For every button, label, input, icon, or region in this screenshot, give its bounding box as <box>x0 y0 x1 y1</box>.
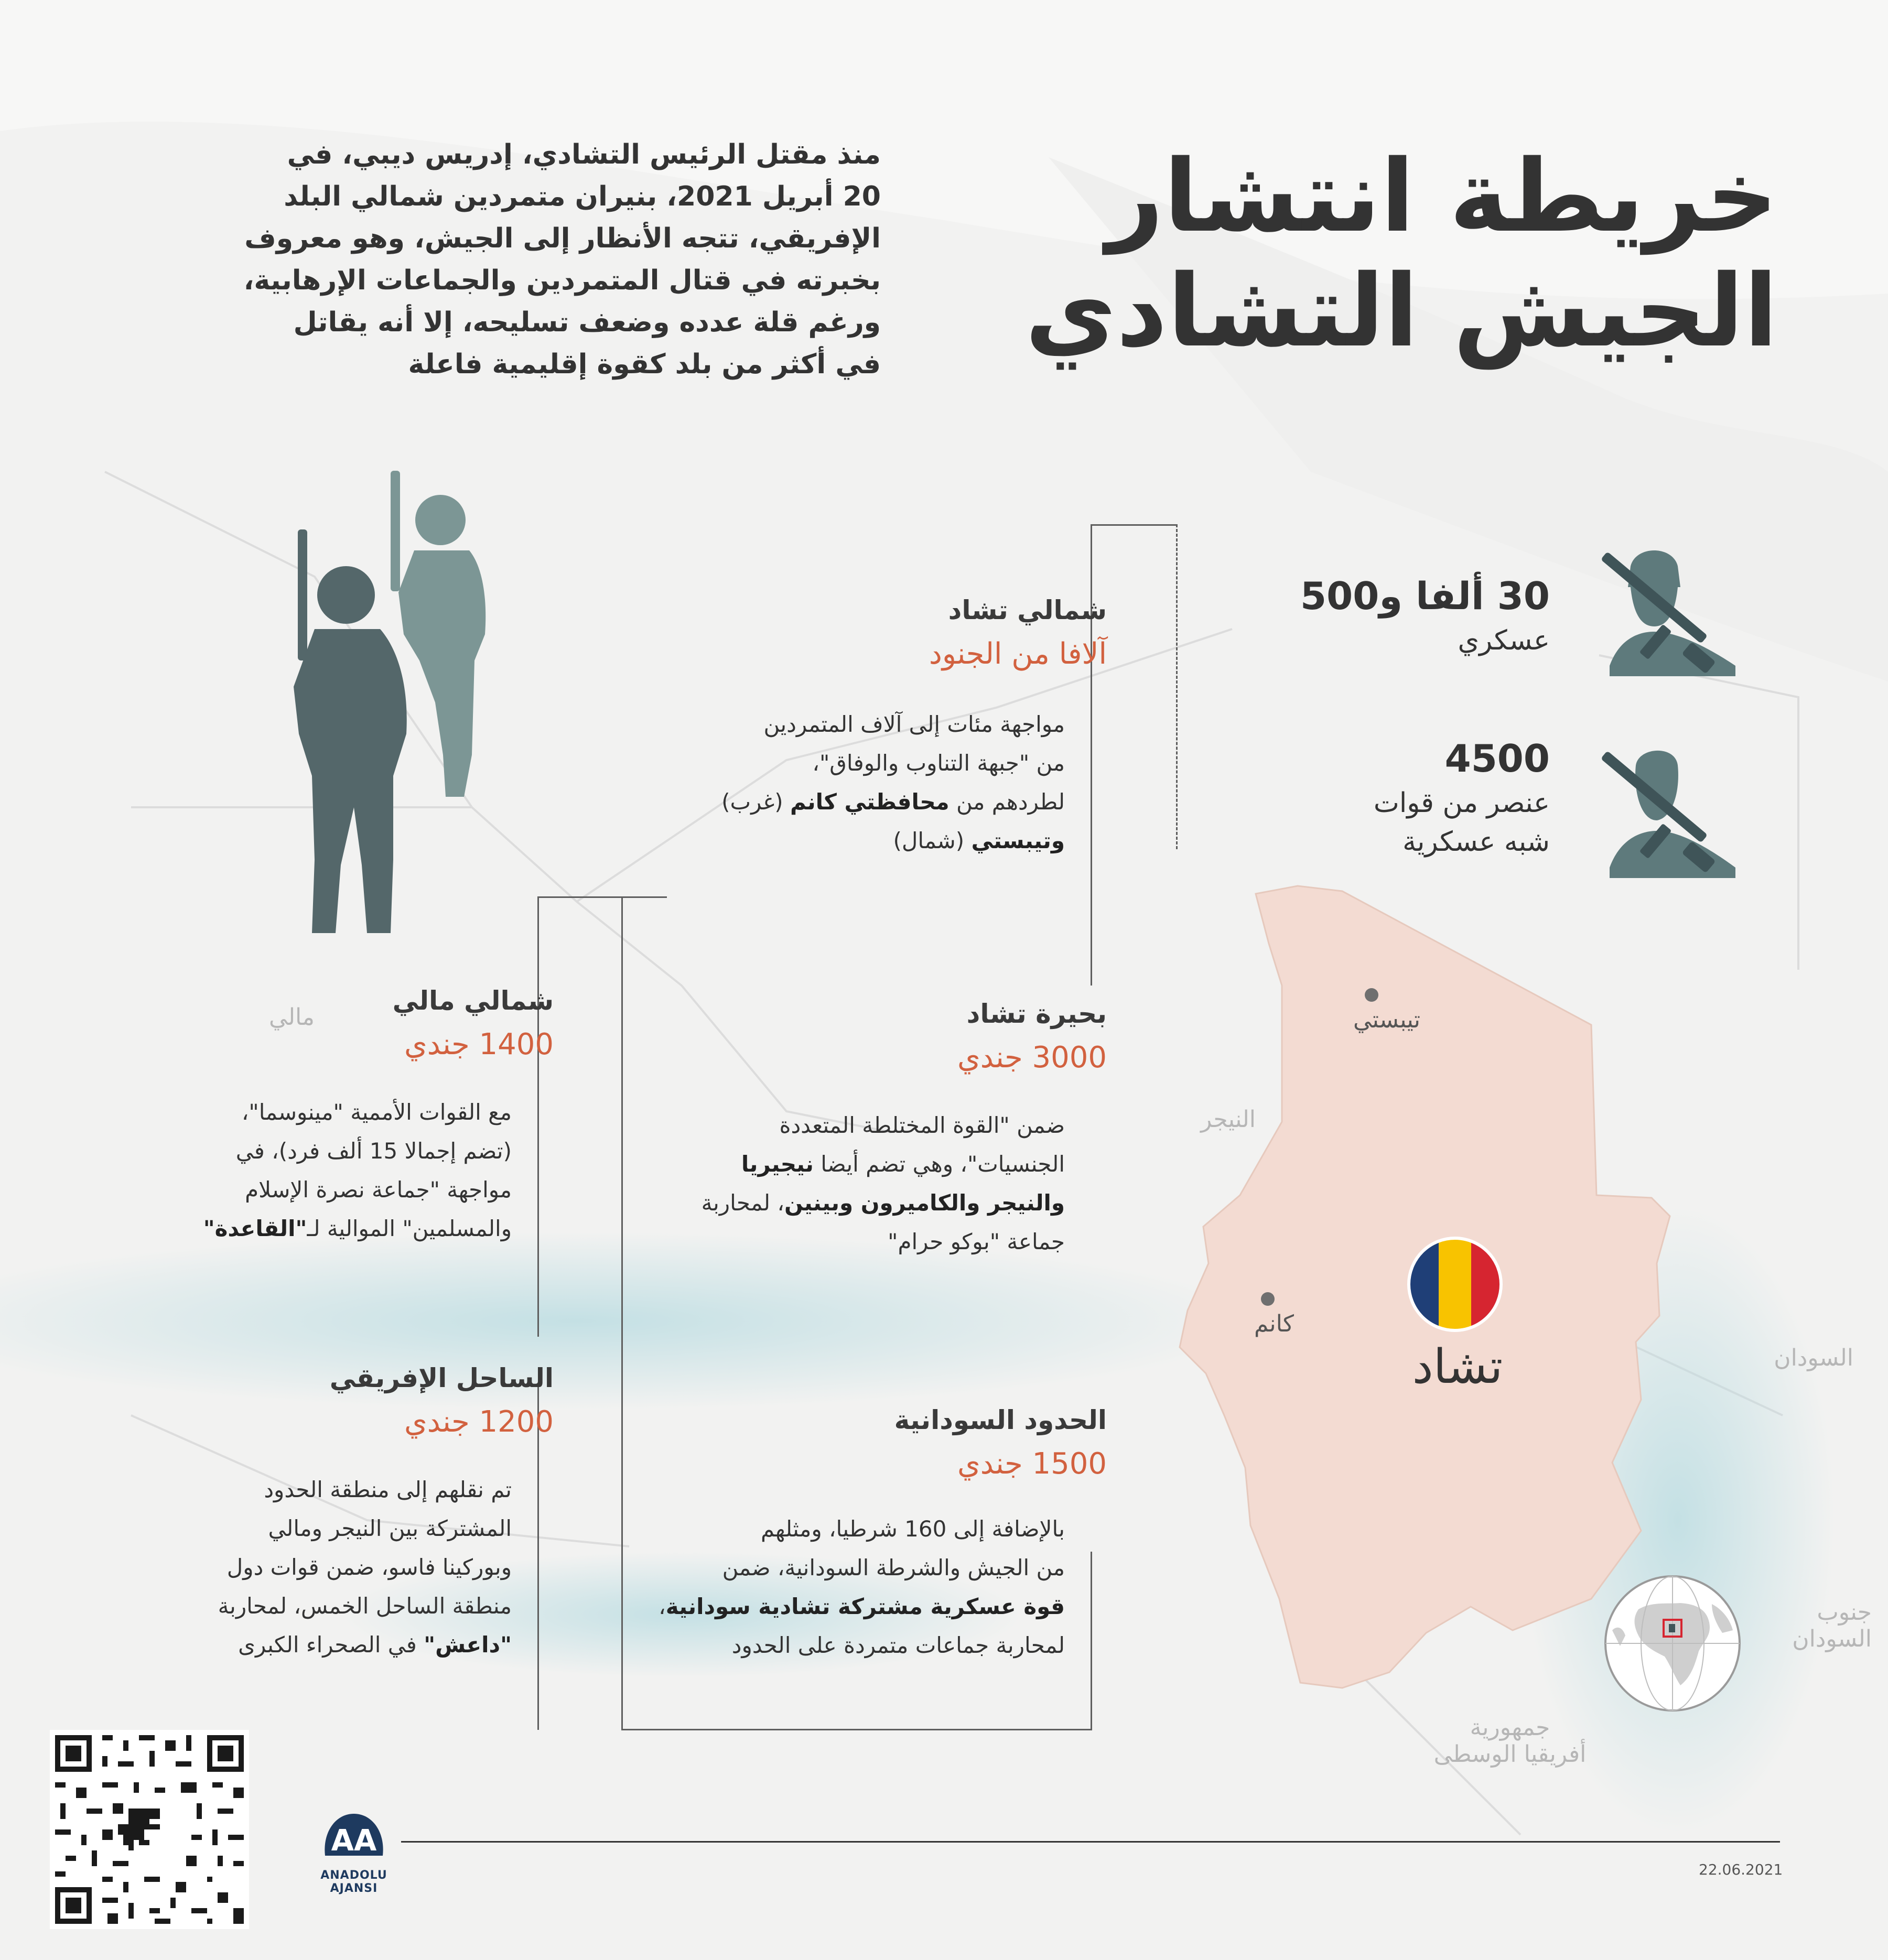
section-body-north-chad <box>593 705 1065 860</box>
city-dot-kanem <box>1261 1292 1275 1306</box>
section-title: الحدود السودانية <box>894 1405 1107 1435</box>
body-line: مع القوات الأممية "مينوسما"، <box>241 1099 512 1125</box>
section-body-sahel <box>145 1470 512 1664</box>
body-line: قوة عسكرية مشتركة تشادية سودانية، <box>659 1594 1065 1619</box>
body-line: (تضم إجمالا 15 ألف فرد)، في <box>235 1138 512 1164</box>
connector <box>621 1729 1092 1730</box>
connector <box>1091 524 1177 526</box>
connector <box>621 896 667 898</box>
stat-active-troops <box>1183 574 1550 660</box>
country-label-south-sudan: جنوب السودان <box>1792 1599 1872 1652</box>
section-north-chad <box>635 595 1107 671</box>
body-line: والنيجر والكاميرون وبينين، لمحاربة <box>701 1190 1065 1216</box>
body-line: لطردهم من محافظتي كانم (غرب) <box>721 789 1065 815</box>
country-label-niger: النيجر <box>1201 1106 1256 1133</box>
city-label-kanem: كانم <box>1254 1311 1294 1337</box>
body-line: وبوركينا فاسو، ضمن قوات دول <box>226 1554 512 1580</box>
body-line: من الجيش والشرطة السودانية، ضمن <box>722 1555 1065 1580</box>
body-line: الجنسيات"، وهي تضم أيضا نيجيريا <box>741 1151 1065 1177</box>
country-label-mali: مالي <box>268 1004 315 1031</box>
country-label-sudan: السودان <box>1774 1345 1853 1371</box>
section-lake-chad <box>635 999 1107 1075</box>
globe-locator-icon <box>1602 1573 1743 1714</box>
stat-label: عسكري <box>1458 625 1550 656</box>
stat-paramilitary <box>1183 737 1550 861</box>
logo-text: ANADOLU AJANSI <box>320 1869 387 1895</box>
body-line: بالإضافة إلى 160 شرطيا، ومثلهم <box>760 1516 1065 1542</box>
stat-value: 30 ألفا و500 <box>1300 574 1550 618</box>
intro-line: منذ مقتل الرئيس التشادي، إدريس ديبي، في <box>287 139 881 170</box>
section-sahel <box>187 1363 554 1439</box>
section-body-sudan-border <box>593 1510 1065 1665</box>
body-line: "داعش" في الصحراء الكبرى <box>238 1632 512 1658</box>
helmet-soldier-rifle-icon <box>1578 535 1751 708</box>
stat-label-line: شبه عسكرية <box>1402 826 1550 858</box>
body-line: ضمن "القوة المختلطة المتعددة <box>779 1112 1065 1138</box>
chad-flag-icon <box>1405 1235 1505 1334</box>
connector <box>1176 524 1178 849</box>
section-title: الساحل الإفريقي <box>329 1363 554 1393</box>
footer-date: 22.06.2021 <box>1699 1861 1783 1878</box>
title-block <box>991 138 1778 369</box>
connector <box>1091 524 1092 986</box>
qr-code-icon[interactable] <box>50 1730 249 1929</box>
paramilitary-rifle-icon <box>1578 734 1751 907</box>
svg-text:AA: AA <box>331 1824 377 1858</box>
body-line: والمسلمين" الموالية لـ"القاعدة" <box>203 1216 512 1241</box>
city-label-tibesti: تيبستي <box>1353 1006 1420 1033</box>
soldiers-illustration <box>262 461 503 933</box>
intro-line: 20 أبريل 2021، بنيران متمردين شمالي البلد <box>284 181 881 212</box>
section-body-north-mali <box>145 1093 512 1248</box>
intro-line: في أكثر من بلد كقوة إقليمية فاعلة <box>408 349 881 380</box>
body-line: وتيبستي (شمال) <box>893 828 1065 853</box>
title-line-1: خريطة انتشار <box>1106 138 1778 254</box>
body-line: مواجهة مئات إلى آلاف المتمردين <box>763 711 1065 737</box>
body-line: لمحاربة جماعات متمردة على الحدود <box>731 1632 1065 1658</box>
section-count: 1200 جندي <box>404 1405 554 1439</box>
intro-line: بخبرته في قتال المتمردين والجماعات الإرهابية، <box>243 265 881 296</box>
intro-paragraph <box>189 134 881 385</box>
body-line: منطقة الساحل الخمس، لمحاربة <box>218 1593 512 1619</box>
connector <box>537 896 539 1337</box>
section-body-lake-chad <box>593 1106 1065 1261</box>
body-line: مواجهة "جماعة نصرة الإسلام <box>245 1177 512 1203</box>
connector <box>537 896 623 898</box>
section-count: 1400 جندي <box>404 1027 554 1062</box>
anadolu-logo-icon <box>315 1806 393 1869</box>
body-line: من "جبهة التناوب والوفاق"، <box>812 750 1065 776</box>
body-line: جماعة "بوكو حرام" <box>888 1229 1065 1254</box>
city-dot-tibesti <box>1365 988 1378 1002</box>
section-sudan-border <box>635 1405 1107 1481</box>
section-count: 3000 جندي <box>957 1041 1107 1075</box>
section-count: آلافا من الجنود <box>929 637 1107 671</box>
section-title: شمالي مالي <box>392 986 554 1016</box>
stat-value: 4500 <box>1444 737 1550 781</box>
stat-label-line: عنصر من قوات <box>1373 787 1550 819</box>
chad-label: تشاد <box>1412 1339 1503 1394</box>
body-line: المشتركة بين النيجر ومالي <box>268 1515 512 1541</box>
section-title: بحيرة تشاد <box>966 999 1107 1029</box>
intro-line: ورغم قلة عدده وضعف تسليحه، إلا أنه يقاتل <box>293 307 881 338</box>
connector <box>1091 1552 1092 1730</box>
intro-line: الإفريقي، تتجه الأنظار إلى الجيش، وهو معروف <box>244 223 881 254</box>
section-count: 1500 جندي <box>957 1447 1107 1481</box>
footer-rule <box>401 1841 1780 1843</box>
body-line: تم نقلهم إلى منطقة الحدود <box>264 1477 512 1502</box>
section-title: شمالي تشاد <box>948 595 1107 625</box>
country-label-car: جمهورية أفريقيا الوسطى <box>1433 1714 1587 1768</box>
title-line-2: الجيش التشادي <box>1024 253 1778 369</box>
